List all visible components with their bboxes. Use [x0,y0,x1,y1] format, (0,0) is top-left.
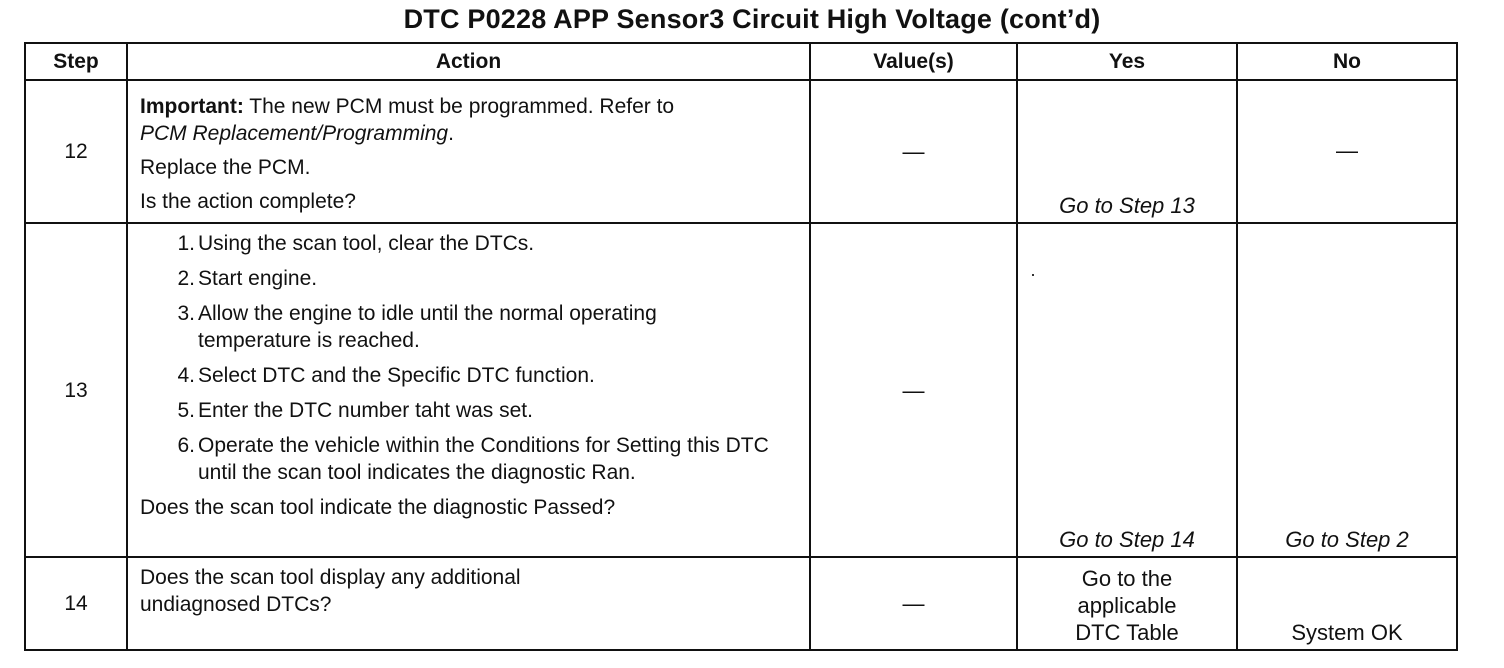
no-cell [1237,223,1457,557]
list-item: 3. Allow the engine to idle until the normal operating temperature is reached. [177,302,657,352]
table-title: DTC P0228 APP Sensor3 Circuit High Voltage (cont’d) [403,4,1101,34]
step-number: 12 [25,80,127,223]
step-number: 13 [25,223,127,557]
list-item: 5. Enter the DTC number taht was set. [177,399,533,422]
header-values: Value(s) [810,43,1017,80]
value-cell: — [810,223,1017,557]
yes-result: Go to Step 13 [1059,193,1195,218]
value-cell: — [810,80,1017,223]
header-row [25,43,1457,80]
header-step: Step [25,43,127,80]
table-row [25,557,1457,650]
action-question: Is the action complete? [140,190,356,213]
important-text: The new PCM must be programmed. Refer to [243,95,675,118]
yes-result: Go to the applicable DTC Table [1075,566,1179,645]
value-cell: — [810,557,1017,650]
header-yes: Yes [1017,43,1237,80]
header-no: No [1237,43,1457,80]
no-cell [1237,80,1457,223]
header-action: Action [127,43,810,80]
action-question: Does the scan tool indicate the diagnostic Passed? [140,496,616,519]
action-instruction: Replace the PCM. [140,156,311,179]
action-question: Does the scan tool display any additional undiagnosed DTCs? [140,566,521,616]
list-item: 1. Using the scan tool, clear the DTCs. [177,232,535,255]
action-cell [127,557,810,650]
diagnostic-table [24,42,1458,651]
list-item: 2. Start engine. [177,267,318,290]
table-row [25,80,1457,223]
step-number: 14 [25,557,127,650]
table-row [25,223,1457,557]
yes-result: Go to Step 14 [1059,527,1195,552]
important-label: Important: [140,95,244,118]
action-cell [127,223,810,557]
list-item: 4. Select DTC and the Specific DTC function. [177,364,595,387]
scan-speck [1032,274,1034,276]
action-cell [127,80,810,223]
important-end: . [448,122,454,145]
yes-cell [1017,80,1237,223]
important-note [140,93,795,147]
no-cell [1237,557,1457,650]
yes-cell [1017,557,1237,650]
no-result: System OK [1291,620,1403,645]
reference-link: PCM Replacement/Programming [140,122,449,145]
no-result: Go to Step 2 [1285,527,1409,552]
list-item: 6. Operate the vehicle within the Conditions for Setting this DTC until the scan tool indicates the diagnostic Ran. [177,434,769,484]
procedure-list [140,230,795,486]
no-result: — [1336,137,1358,163]
yes-cell [1017,223,1237,557]
